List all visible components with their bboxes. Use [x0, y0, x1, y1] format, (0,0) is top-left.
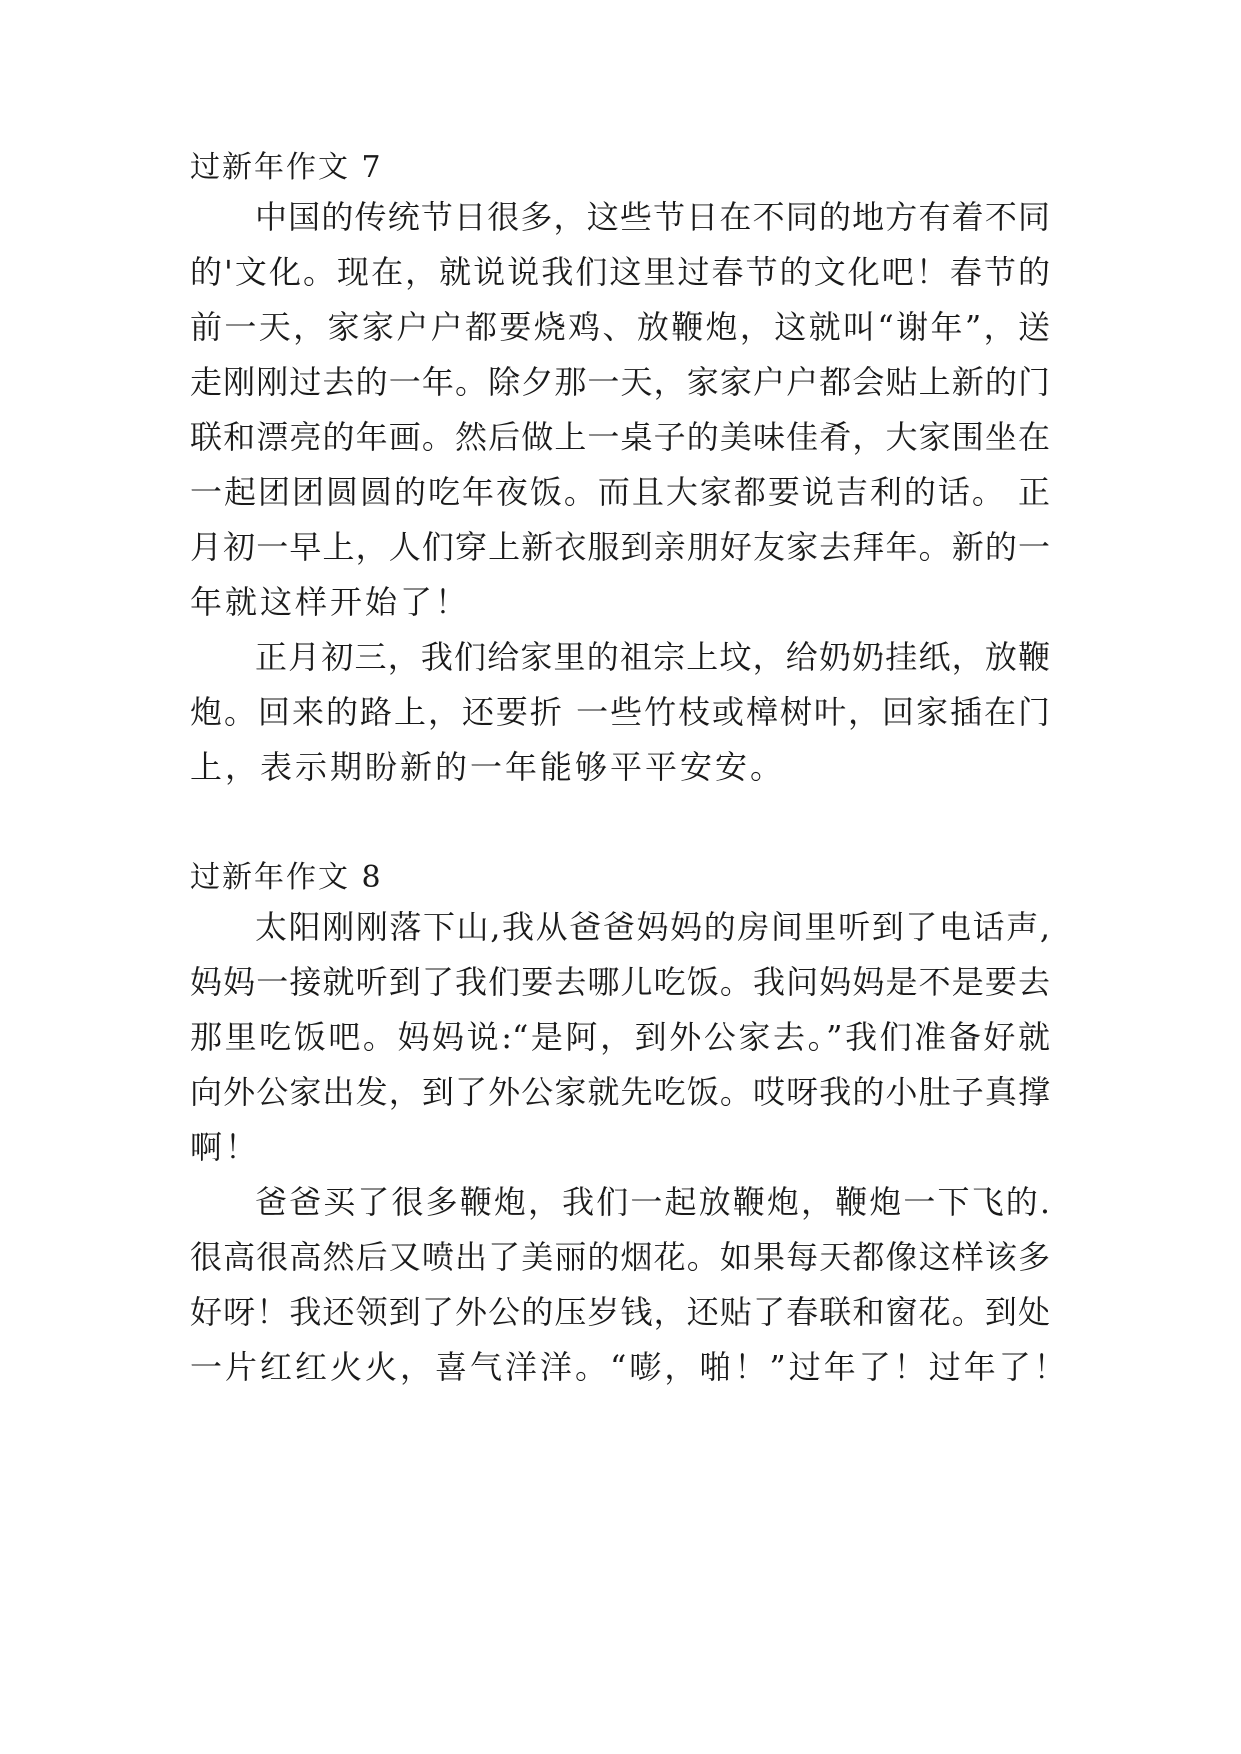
- text-line: 爸爸买了很多鞭炮，我们一起放鞭炮，鞭炮一下飞的.: [255, 1183, 1050, 1221]
- text-line: 正月初三，我们给家里的祖宗上坟，给奶奶挂纸，放鞭: [255, 638, 1050, 676]
- text-line: 中国的传统节日很多，这些节日在不同的地方有着不同: [255, 198, 1050, 236]
- text-line: 太阳刚刚落下山,我从爸爸妈妈的房间里听到了电话声,: [255, 908, 1050, 946]
- text-line: 妈妈一接就听到了我们要去哪儿吃饭。我问妈妈是不是要去: [190, 963, 1050, 1001]
- text-line: 的'文化。现在，就说说我们这里过春节的文化吧！春节的: [190, 253, 1050, 291]
- text-line: 一片红红火火，喜气洋洋。“嘭，啪！”过年了！过年了！: [190, 1348, 1069, 1386]
- text-line: 一起团团圆圆的吃年夜饭。而且大家都要说吉利的话。 正: [190, 473, 1050, 511]
- text-line: 年就这样开始了！: [190, 583, 471, 621]
- essay-title: 过新年作文 8: [190, 860, 383, 895]
- text-line: 好呀！我还领到了外公的压岁钱，还贴了春联和窗花。到处: [190, 1293, 1050, 1331]
- text-line: 联和漂亮的年画。然后做上一桌子的美味佳肴，大家围坐在: [190, 418, 1050, 456]
- text-line: 上，表示期盼新的一年能够平平安安。: [190, 748, 786, 786]
- text-line: 炮。回来的路上，还要折 一些竹枝或樟树叶，回家插在门: [190, 693, 1050, 731]
- text-line: 很高很高然后又喷出了美丽的烟花。如果每天都像这样该多: [190, 1238, 1050, 1276]
- text-line: 向外公家出发，到了外公家就先吃饭。哎呀我的小肚子真撑: [190, 1073, 1050, 1111]
- essay-title: 过新年作文 7: [190, 150, 383, 185]
- text-line: 啊！: [190, 1128, 261, 1166]
- text-line: 那里吃饭吧。妈妈说:“是阿，到外公家去。”我们准备好就: [190, 1018, 1050, 1056]
- text-line: 月初一早上，人们穿上新衣服到亲朋好友家去拜年。新的一: [190, 528, 1050, 566]
- text-line: 前一天，家家户户都要烧鸡、放鞭炮，这就叫“谢年”，送: [190, 308, 1050, 346]
- text-line: 走刚刚过去的一年。除夕那一天，家家户户都会贴上新的门: [190, 363, 1050, 401]
